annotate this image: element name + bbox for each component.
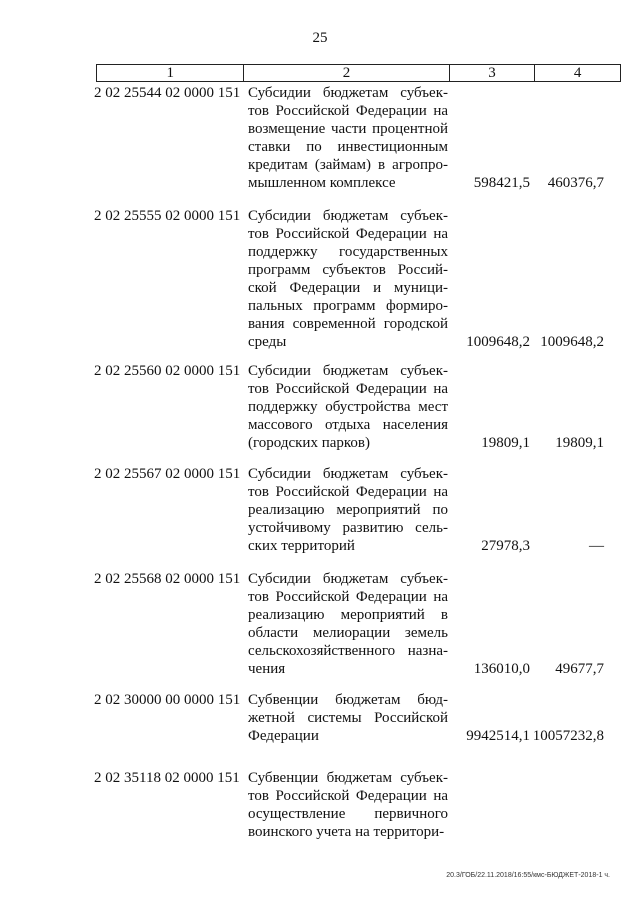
- description-line: тов Российской Федерации на: [248, 381, 448, 397]
- description-line: тов Российской Федерации на: [248, 103, 448, 119]
- description-line: (городских парков): [248, 435, 370, 451]
- budget-code: 2 02 25544 02 0000 151: [94, 85, 241, 101]
- header-col-3: 3: [450, 65, 536, 81]
- amount-col-3: 1009648,2: [466, 334, 530, 350]
- description-line: Субвенции бюджетам бюд-: [248, 692, 448, 708]
- header-col-4: 4: [573, 65, 582, 81]
- table-header: [96, 64, 621, 82]
- amount-col-4: —: [589, 538, 604, 554]
- description-line: вания современной городской: [248, 316, 448, 332]
- budget-code: 2 02 30000 00 0000 151: [94, 692, 241, 708]
- amount-col-4: 460376,7: [547, 175, 604, 191]
- description-line: чения: [248, 661, 286, 677]
- amount-col-3: 136010,0: [473, 661, 530, 677]
- description-line: поддержку государственных: [248, 244, 448, 260]
- budget-description: [248, 570, 448, 678]
- description-line: тов Российской Федерации на: [248, 484, 448, 500]
- amount-col-3: 19809,1: [481, 435, 530, 451]
- document-footer: 20.3/ГОБ/22.11.2018/16:55/кмс-БЮДЖЕТ-2018-1 ч.: [446, 872, 610, 879]
- amount-col-3: 9942514,1: [466, 728, 530, 744]
- description-line: сельскохозяйственного назна-: [248, 643, 448, 659]
- amount-col-4: 10057232,8: [532, 728, 604, 744]
- header-col-1: 1: [97, 65, 244, 81]
- description-line: ставки по инвестиционным: [248, 139, 448, 155]
- description-line: ской Федерации и муници-: [248, 280, 448, 296]
- description-line: Федерации: [248, 728, 319, 744]
- description-line: Субсидии бюджетам субъек-: [248, 85, 448, 101]
- description-line: среды: [248, 334, 287, 350]
- description-line: Субсидии бюджетам субъек-: [248, 571, 448, 587]
- amount-col-4: 19809,1: [555, 435, 604, 451]
- description-line: устойчивому развитию сель-: [248, 520, 448, 536]
- budget-description: [248, 465, 448, 555]
- budget-description: [248, 84, 448, 192]
- budget-code: 2 02 25555 02 0000 151: [94, 208, 241, 224]
- budget-description: [248, 769, 448, 841]
- description-line: воинского учета на территори-: [248, 824, 445, 840]
- description-line: Субвенции бюджетам субъек-: [248, 770, 448, 786]
- description-line: тов Российской Федерации на: [248, 589, 448, 605]
- amount-col-4: 1009648,2: [540, 334, 604, 350]
- budget-description: [248, 362, 448, 452]
- description-line: реализацию мероприятий по: [248, 502, 448, 518]
- amount-col-3: 27978,3: [481, 538, 530, 554]
- budget-description: [248, 691, 448, 745]
- description-line: области мелиорации земель: [248, 625, 448, 641]
- description-line: реализацию мероприятий в: [248, 607, 448, 623]
- page-number: 25: [312, 30, 328, 46]
- description-line: Субсидии бюджетам субъек-: [248, 208, 448, 224]
- budget-description: [248, 207, 448, 351]
- description-line: поддержку обустройства мест: [248, 399, 448, 415]
- header-col-2: 2: [244, 65, 449, 81]
- description-line: массового отдыха населения: [248, 417, 448, 433]
- description-line: тов Российской Федерации на: [248, 788, 448, 804]
- budget-code: 2 02 25567 02 0000 151: [94, 466, 241, 482]
- amount-col-3: 598421,5: [473, 175, 530, 191]
- description-line: программ субъектов Россий-: [248, 262, 448, 278]
- description-line: жетной системы Российской: [248, 710, 448, 726]
- description-line: пальных программ формиро-: [248, 298, 448, 314]
- amount-col-4: 49677,7: [555, 661, 604, 677]
- description-line: возмещение части процентной: [248, 121, 448, 137]
- description-line: ских территорий: [248, 538, 355, 554]
- description-line: осуществление первичного: [248, 806, 448, 822]
- description-line: тов Российской Федерации на: [248, 226, 448, 242]
- budget-code: 2 02 25568 02 0000 151: [94, 571, 241, 587]
- budget-code: 2 02 35118 02 0000 151: [94, 770, 240, 786]
- description-line: Субсидии бюджетам субъек-: [248, 363, 448, 379]
- description-line: кредитам (займам) в агропро-: [248, 157, 448, 173]
- budget-code: 2 02 25560 02 0000 151: [94, 363, 241, 379]
- description-line: Субсидии бюджетам субъек-: [248, 466, 448, 482]
- description-line: мышленном комплексе: [248, 175, 396, 191]
